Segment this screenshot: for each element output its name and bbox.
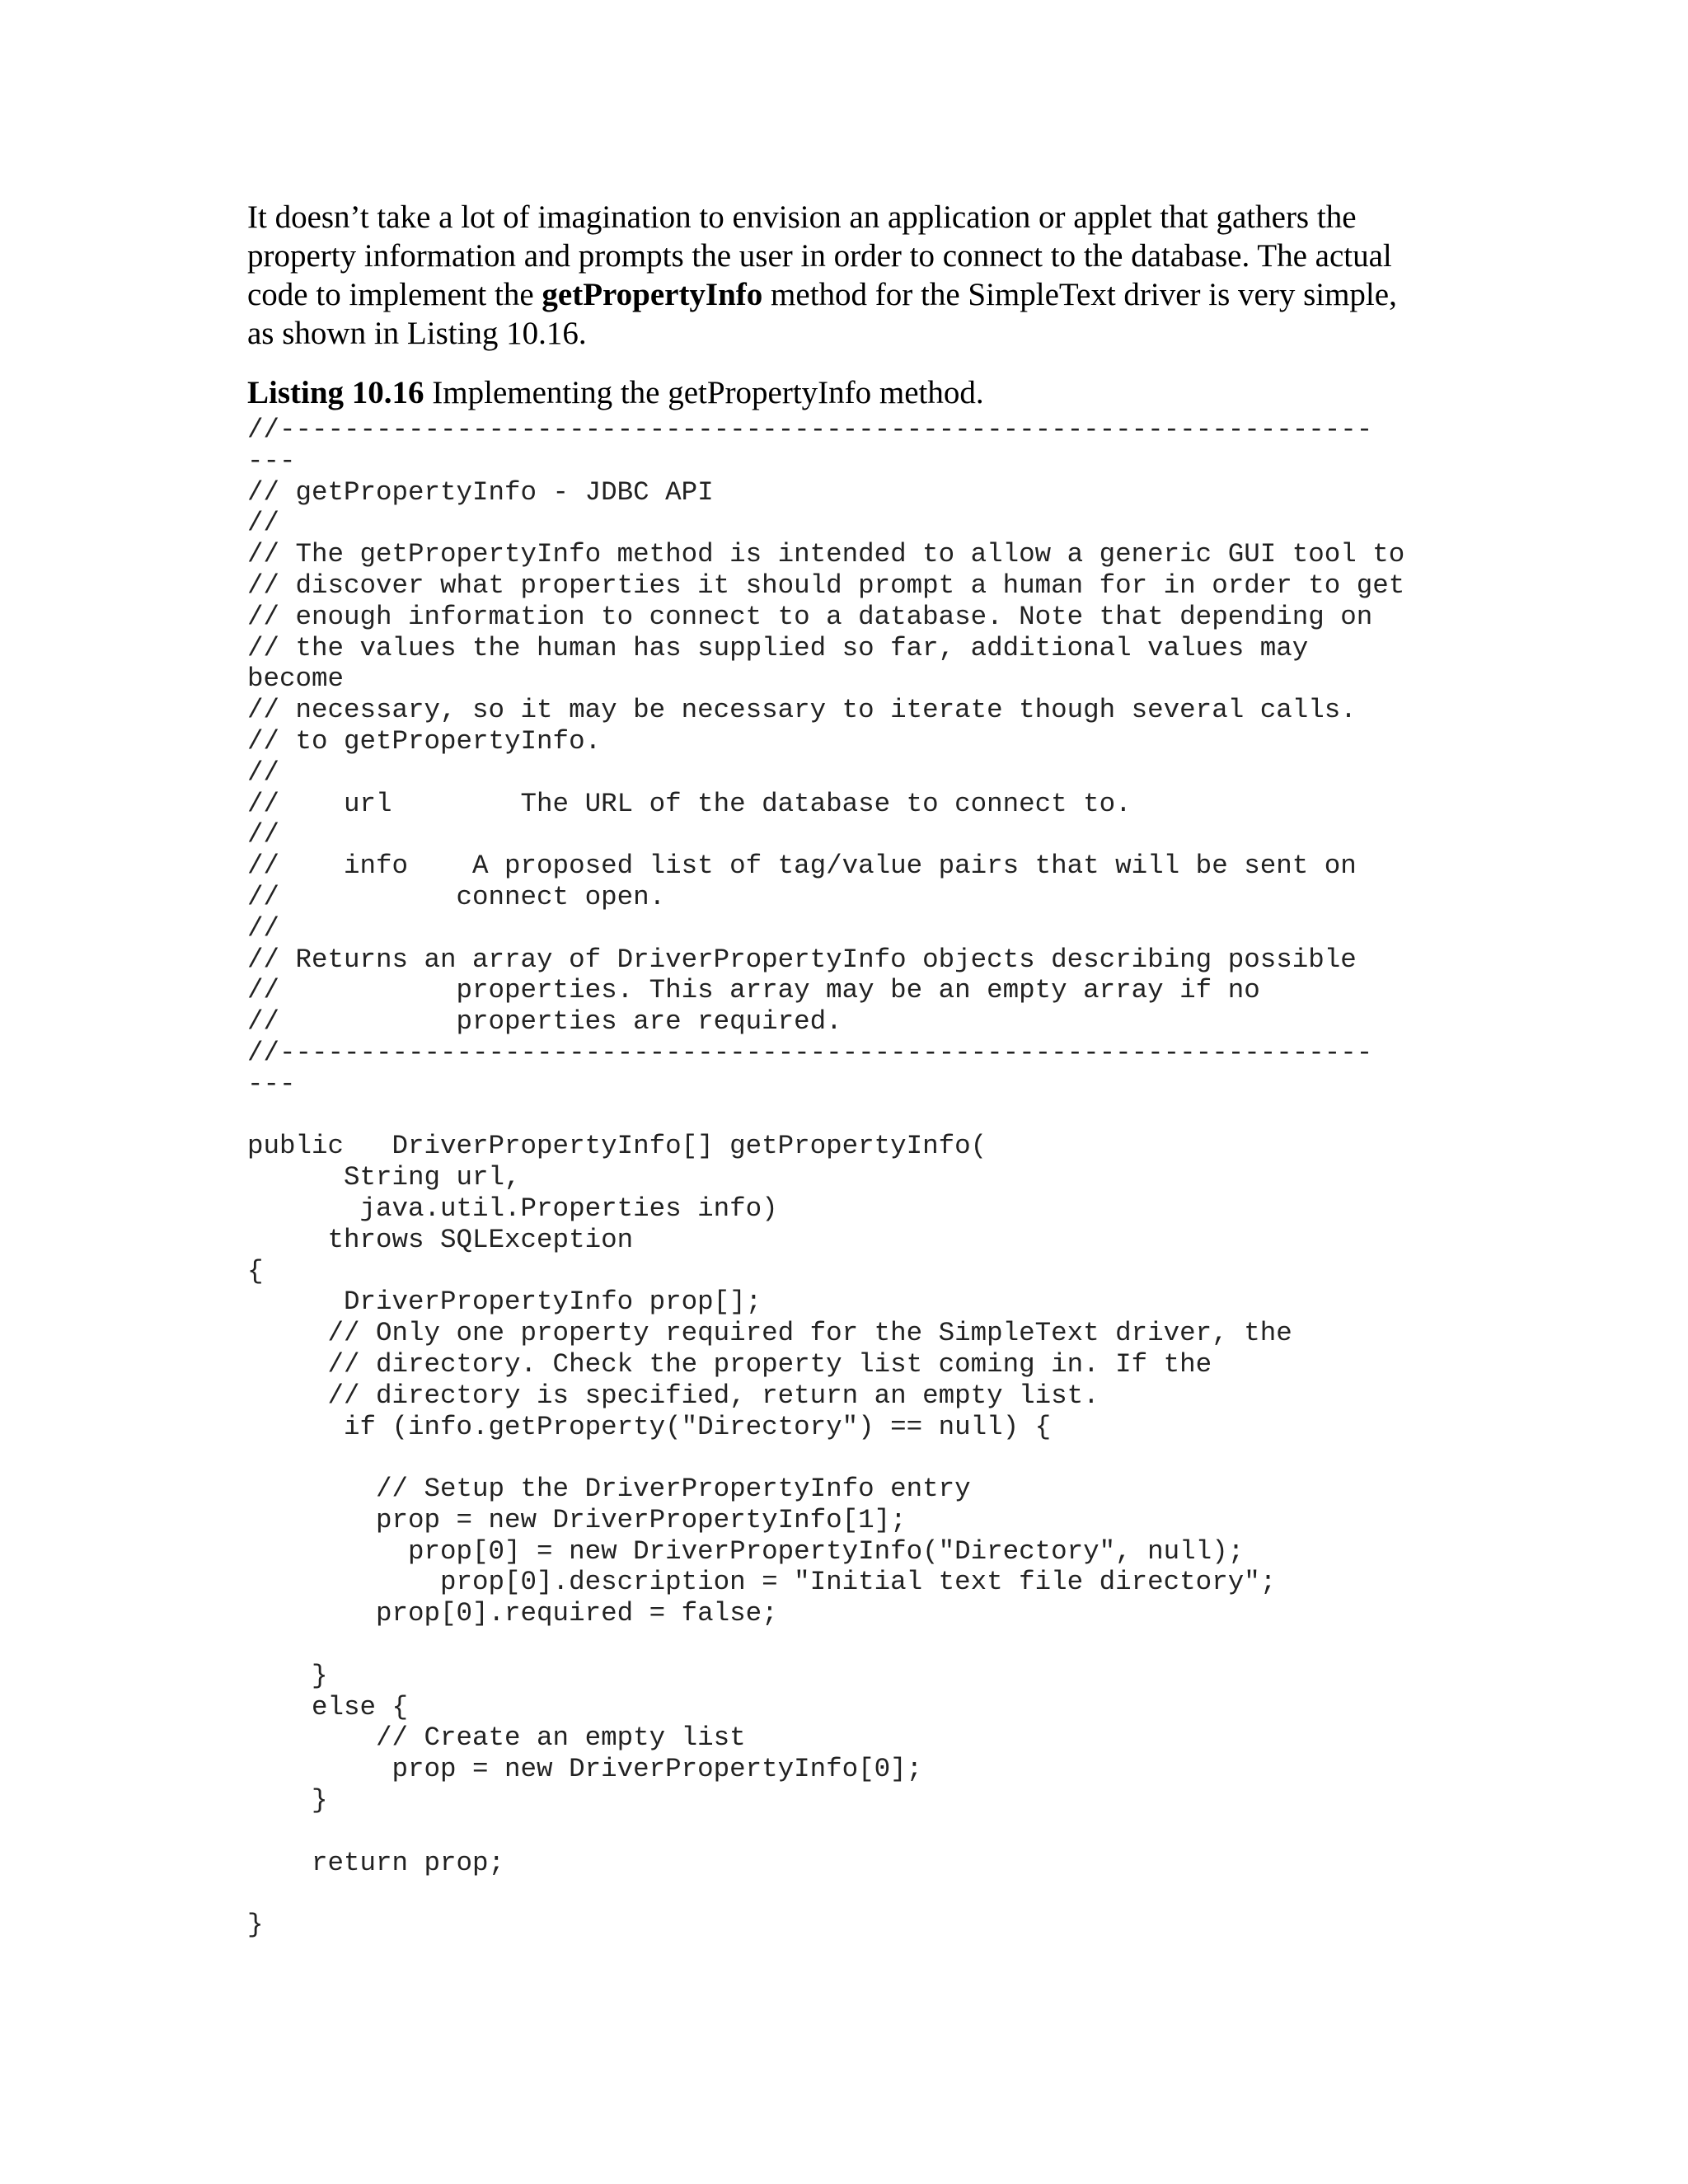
code-line: public DriverPropertyInfo[] getPropertyInfo( <box>247 1131 987 1162</box>
intro-line-2: property information and prompts the user in order to connect to the database. The actual <box>247 238 1392 274</box>
document-page <box>247 198 1451 1941</box>
intro-paragraph <box>247 198 1451 353</box>
method-name-bold: getPropertyInfo <box>542 277 763 312</box>
intro-line-3-start: code to implement the <box>247 277 542 312</box>
code-line: // properties are required. <box>247 1006 842 1038</box>
code-line: // Setup the DriverPropertyInfo entry <box>247 1474 971 1505</box>
intro-line-1: It doesn’t take a lot of imagination to envision an application or applet that gathers the <box>247 199 1357 235</box>
code-line: prop[0].required = false; <box>247 1598 778 1629</box>
intro-line-3-end: method for the SimpleText driver is very simple, <box>762 277 1397 312</box>
code-line: // connect open. <box>247 881 666 912</box>
code-line: // Returns an array of DriverPropertyInfo objects describing possible <box>247 944 1357 975</box>
code-line: return prop; <box>247 1847 505 1878</box>
code-line: // getPropertyInfo - JDBC API <box>247 476 714 508</box>
listing-caption <box>247 373 1451 412</box>
code-line: prop[0].description = "Initial text file directory"; <box>247 1567 1277 1598</box>
code-line: // <box>247 757 280 788</box>
listing-caption-text: Implementing the getPropertyInfo method. <box>424 375 984 410</box>
code-line: // Only one property required for the SimpleText driver, the <box>247 1318 1292 1349</box>
code-line: prop = new DriverPropertyInfo[1]; <box>247 1504 907 1535</box>
code-line: prop = new DriverPropertyInfo[0]; <box>247 1754 923 1785</box>
code-line: // necessary, so it may be necessary to iterate though several calls. <box>247 695 1357 726</box>
code-line: else { <box>247 1691 409 1722</box>
code-line <box>247 1442 1451 1474</box>
code-line: // the values the human has supplied so far, additional values may <box>247 632 1309 663</box>
code-line: // <box>247 819 280 851</box>
code-line: } <box>247 1660 328 1691</box>
code-line: // discover what properties it should prompt a human for in order to get <box>247 569 1405 601</box>
code-line <box>247 1816 1451 1848</box>
code-line: java.util.Properties info) <box>247 1193 778 1224</box>
code-line <box>247 1629 1451 1661</box>
code-line: // <box>247 508 280 539</box>
code-line: // The getPropertyInfo method is intended to allow a generic GUI tool to <box>247 539 1405 570</box>
code-listing <box>247 415 1451 1941</box>
code-line: //-------------------------------------------------------------------- <box>247 415 1373 445</box>
code-line: DriverPropertyInfo prop[]; <box>247 1286 762 1318</box>
code-line: { <box>247 1255 264 1286</box>
code-line: // to getPropertyInfo. <box>247 725 602 757</box>
code-line: // enough information to connect to a database. Note that depending on <box>247 601 1373 632</box>
code-line: } <box>247 1910 264 1941</box>
listing-label: Listing 10.16 <box>247 375 424 410</box>
code-line: //-------------------------------------------------------------------- <box>247 1037 1373 1068</box>
code-line: // info A proposed list of tag/value pairs that will be sent on <box>247 851 1357 882</box>
code-line: --- <box>247 1068 296 1099</box>
code-line: throws SQLException <box>247 1224 634 1255</box>
code-line: --- <box>247 445 296 476</box>
code-line: // directory is specified, return an empty list. <box>247 1380 1100 1411</box>
code-line: } <box>247 1785 328 1816</box>
code-line: prop[0] = new DriverPropertyInfo("Directory", null); <box>247 1535 1245 1567</box>
code-line: if (info.getProperty("Directory") == null) { <box>247 1411 1052 1442</box>
code-line: // <box>247 912 280 944</box>
code-line: // Create an empty list <box>247 1722 746 1754</box>
code-line: become <box>247 663 345 695</box>
intro-line-4: as shown in Listing 10.16. <box>247 316 587 351</box>
code-line <box>247 1100 1451 1132</box>
code-line <box>247 1878 1451 1910</box>
code-line: // properties. This array may be an empty array if no <box>247 975 1260 1006</box>
code-line: // url The URL of the database to connect to. <box>247 788 1132 819</box>
code-line: String url, <box>247 1162 521 1193</box>
code-line: // directory. Check the property list coming in. If the <box>247 1348 1212 1380</box>
